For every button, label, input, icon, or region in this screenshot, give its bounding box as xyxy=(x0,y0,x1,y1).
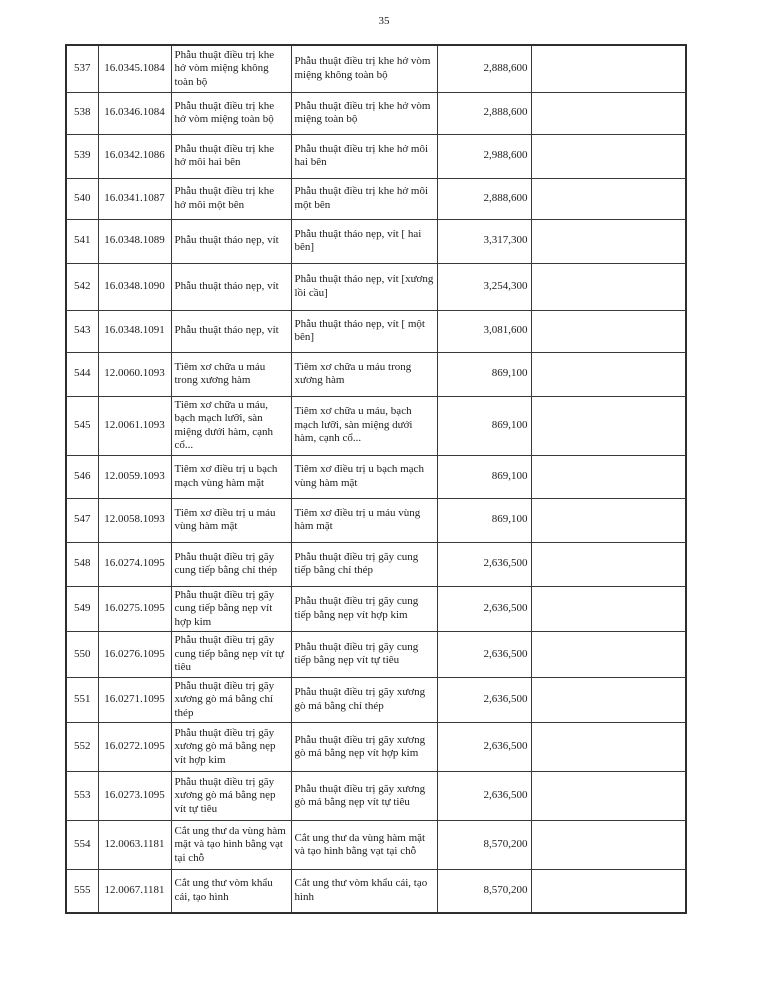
note-cell xyxy=(531,263,686,310)
note-cell xyxy=(531,498,686,542)
service-name-alt-cell: Tiêm xơ điều trị u máu vùng hàm mặt xyxy=(291,498,437,542)
row-index-cell: 545 xyxy=(66,396,98,455)
service-name-alt-cell: Cắt ung thư da vùng hàm mặt và tạo hình bằng vạt tại chỗ xyxy=(291,821,437,870)
price-cell: 2,888,600 xyxy=(437,178,531,219)
price-cell: 869,100 xyxy=(437,352,531,396)
service-name-alt-cell: Tiêm xơ chữa u máu trong xương hàm xyxy=(291,352,437,396)
service-code-cell: 16.0274.1095 xyxy=(98,542,171,586)
note-cell xyxy=(531,677,686,723)
note-cell xyxy=(531,542,686,586)
table-row xyxy=(66,310,686,352)
service-code-cell: 16.0348.1090 xyxy=(98,263,171,310)
table-row xyxy=(66,134,686,178)
price-cell: 2,888,600 xyxy=(437,92,531,134)
note-cell xyxy=(531,632,686,678)
service-name-cell: Phẫu thuật điều trị gãy xương gò má bằng nẹp vít hợp kim xyxy=(171,723,291,772)
service-name-alt-cell: Phẫu thuật điều trị gãy xương gò má bằng nẹp vít tự tiêu xyxy=(291,772,437,821)
row-index-cell: 541 xyxy=(66,219,98,263)
service-name-cell: Phẫu thuật điều trị gãy xương gò má bằng nẹp vít tự tiêu xyxy=(171,772,291,821)
service-name-cell: Phẫu thuật điều trị gãy xương gò má bằng chỉ thép xyxy=(171,677,291,723)
row-index-cell: 549 xyxy=(66,586,98,632)
service-code-cell: 16.0345.1084 xyxy=(98,45,171,92)
service-name-alt-cell: Phẫu thuật điều trị gãy xương gò má bằng chỉ thép xyxy=(291,677,437,723)
service-code-cell: 12.0059.1093 xyxy=(98,455,171,498)
price-cell: 2,636,500 xyxy=(437,586,531,632)
price-cell: 3,317,300 xyxy=(437,219,531,263)
service-code-cell: 12.0061.1093 xyxy=(98,396,171,455)
table-row xyxy=(66,870,686,913)
service-name-cell: Phẫu thuật điều trị gãy cung tiếp bằng nẹp vít tự tiêu xyxy=(171,632,291,678)
row-index-cell: 538 xyxy=(66,92,98,134)
service-code-cell: 16.0276.1095 xyxy=(98,632,171,678)
note-cell xyxy=(531,92,686,134)
price-cell: 3,081,600 xyxy=(437,310,531,352)
price-cell: 2,636,500 xyxy=(437,632,531,678)
service-code-cell: 16.0348.1091 xyxy=(98,310,171,352)
note-cell xyxy=(531,870,686,913)
service-code-cell: 12.0058.1093 xyxy=(98,498,171,542)
note-cell xyxy=(531,455,686,498)
service-name-alt-cell: Phẫu thuật điều trị khe hở môi một bên xyxy=(291,178,437,219)
service-name-cell: Phẫu thuật tháo nẹp, vít xyxy=(171,219,291,263)
row-index-cell: 551 xyxy=(66,677,98,723)
service-name-alt-cell: Phẫu thuật điều trị gãy cung tiếp bằng chỉ thép xyxy=(291,542,437,586)
price-cell: 2,636,500 xyxy=(437,677,531,723)
table-row xyxy=(66,92,686,134)
page-number: 35 xyxy=(378,15,390,27)
table-row xyxy=(66,677,686,723)
note-cell xyxy=(531,396,686,455)
table-row xyxy=(66,498,686,542)
service-name-cell: Phẫu thuật điều trị gãy cung tiếp bằng chỉ thép xyxy=(171,542,291,586)
service-code-cell: 12.0060.1093 xyxy=(98,352,171,396)
row-index-cell: 550 xyxy=(66,632,98,678)
table-row xyxy=(66,352,686,396)
service-name-cell: Tiêm xơ điều trị u máu vùng hàm mặt xyxy=(171,498,291,542)
service-name-cell: Tiêm xơ chữa u máu, bạch mạch lưỡi, sàn miệng dưới hàm, cạnh cổ... xyxy=(171,396,291,455)
service-name-alt-cell: Phẫu thuật điều trị khe hở vòm miệng không toàn bộ xyxy=(291,45,437,92)
table-body xyxy=(66,45,686,913)
note-cell xyxy=(531,723,686,772)
service-code-cell: 16.0272.1095 xyxy=(98,723,171,772)
service-code-cell: 16.0275.1095 xyxy=(98,586,171,632)
price-cell: 2,636,500 xyxy=(437,772,531,821)
service-name-alt-cell: Phẫu thuật điều trị gãy xương gò má bằng nẹp vít hợp kim xyxy=(291,723,437,772)
table-row xyxy=(66,396,686,455)
service-name-cell: Phẫu thuật điều trị khe hở vòm miệng không toàn bộ xyxy=(171,45,291,92)
service-name-alt-cell: Phẫu thuật tháo nẹp, vít [xương lồi cầu] xyxy=(291,263,437,310)
service-code-cell: 12.0067.1181 xyxy=(98,870,171,913)
row-index-cell: 553 xyxy=(66,772,98,821)
note-cell xyxy=(531,310,686,352)
row-index-cell: 544 xyxy=(66,352,98,396)
service-name-cell: Phẫu thuật tháo nẹp, vít xyxy=(171,263,291,310)
service-code-cell: 16.0273.1095 xyxy=(98,772,171,821)
service-name-cell: Cắt ung thư da vùng hàm mặt và tạo hình bằng vạt tại chỗ xyxy=(171,821,291,870)
service-name-cell: Phẫu thuật điều trị khe hở vòm miệng toàn bộ xyxy=(171,92,291,134)
service-name-alt-cell: Tiêm xơ điều trị u bạch mạch vùng hàm mặt xyxy=(291,455,437,498)
row-index-cell: 554 xyxy=(66,821,98,870)
row-index-cell: 547 xyxy=(66,498,98,542)
row-index-cell: 540 xyxy=(66,178,98,219)
service-name-cell: Phẫu thuật tháo nẹp, vít xyxy=(171,310,291,352)
service-name-alt-cell: Phẫu thuật điều trị gãy cung tiếp bằng nẹp vít tự tiêu xyxy=(291,632,437,678)
row-index-cell: 542 xyxy=(66,263,98,310)
price-cell: 8,570,200 xyxy=(437,870,531,913)
note-cell xyxy=(531,219,686,263)
price-table xyxy=(65,44,687,914)
table-row xyxy=(66,821,686,870)
table-row xyxy=(66,45,686,92)
service-name-cell: Phẫu thuật điều trị khe hở môi một bên xyxy=(171,178,291,219)
service-code-cell: 16.0342.1086 xyxy=(98,134,171,178)
service-name-cell: Cắt ung thư vòm khẩu cái, tạo hình xyxy=(171,870,291,913)
table-row xyxy=(66,632,686,678)
price-cell: 2,636,500 xyxy=(437,723,531,772)
service-name-cell: Tiêm xơ chữa u máu trong xương hàm xyxy=(171,352,291,396)
table-row xyxy=(66,178,686,219)
service-code-cell: 16.0346.1084 xyxy=(98,92,171,134)
table-row xyxy=(66,542,686,586)
note-cell xyxy=(531,821,686,870)
service-name-alt-cell: Tiêm xơ chữa u máu, bạch mạch lưỡi, sàn miệng dưới hàm, cạnh cổ... xyxy=(291,396,437,455)
row-index-cell: 555 xyxy=(66,870,98,913)
service-code-cell: 12.0063.1181 xyxy=(98,821,171,870)
table-row xyxy=(66,263,686,310)
service-name-alt-cell: Phẫu thuật điều trị gãy cung tiếp bằng nẹp vít hợp kim xyxy=(291,586,437,632)
price-cell: 2,636,500 xyxy=(437,542,531,586)
price-cell: 3,254,300 xyxy=(437,263,531,310)
note-cell xyxy=(531,586,686,632)
table-row xyxy=(66,455,686,498)
note-cell xyxy=(531,178,686,219)
row-index-cell: 543 xyxy=(66,310,98,352)
price-cell: 869,100 xyxy=(437,498,531,542)
service-name-cell: Tiêm xơ điều trị u bạch mạch vùng hàm mặt xyxy=(171,455,291,498)
row-index-cell: 546 xyxy=(66,455,98,498)
row-index-cell: 539 xyxy=(66,134,98,178)
service-name-cell: Phẫu thuật điều trị gãy cung tiếp bằng nẹp vít hợp kim xyxy=(171,586,291,632)
service-code-cell: 16.0271.1095 xyxy=(98,677,171,723)
price-cell: 2,888,600 xyxy=(437,45,531,92)
table-row xyxy=(66,772,686,821)
service-name-alt-cell: Phẫu thuật điều trị khe hở môi hai bên xyxy=(291,134,437,178)
price-cell: 869,100 xyxy=(437,396,531,455)
service-name-alt-cell: Phẫu thuật tháo nẹp, vít [ hai bên] xyxy=(291,219,437,263)
service-name-alt-cell: Phẫu thuật điều trị khe hở vòm miệng toàn bộ xyxy=(291,92,437,134)
price-cell: 2,988,600 xyxy=(437,134,531,178)
price-cell: 8,570,200 xyxy=(437,821,531,870)
price-cell: 869,100 xyxy=(437,455,531,498)
row-index-cell: 552 xyxy=(66,723,98,772)
note-cell xyxy=(531,352,686,396)
note-cell xyxy=(531,772,686,821)
note-cell xyxy=(531,45,686,92)
service-code-cell: 16.0348.1089 xyxy=(98,219,171,263)
service-name-alt-cell: Cắt ung thư vòm khẩu cái, tạo hình xyxy=(291,870,437,913)
note-cell xyxy=(531,134,686,178)
service-name-cell: Phẫu thuật điều trị khe hở môi hai bên xyxy=(171,134,291,178)
table-row xyxy=(66,586,686,632)
table-row xyxy=(66,219,686,263)
row-index-cell: 548 xyxy=(66,542,98,586)
service-code-cell: 16.0341.1087 xyxy=(98,178,171,219)
service-name-alt-cell: Phẫu thuật tháo nẹp, vít [ một bên] xyxy=(291,310,437,352)
table-row xyxy=(66,723,686,772)
row-index-cell: 537 xyxy=(66,45,98,92)
